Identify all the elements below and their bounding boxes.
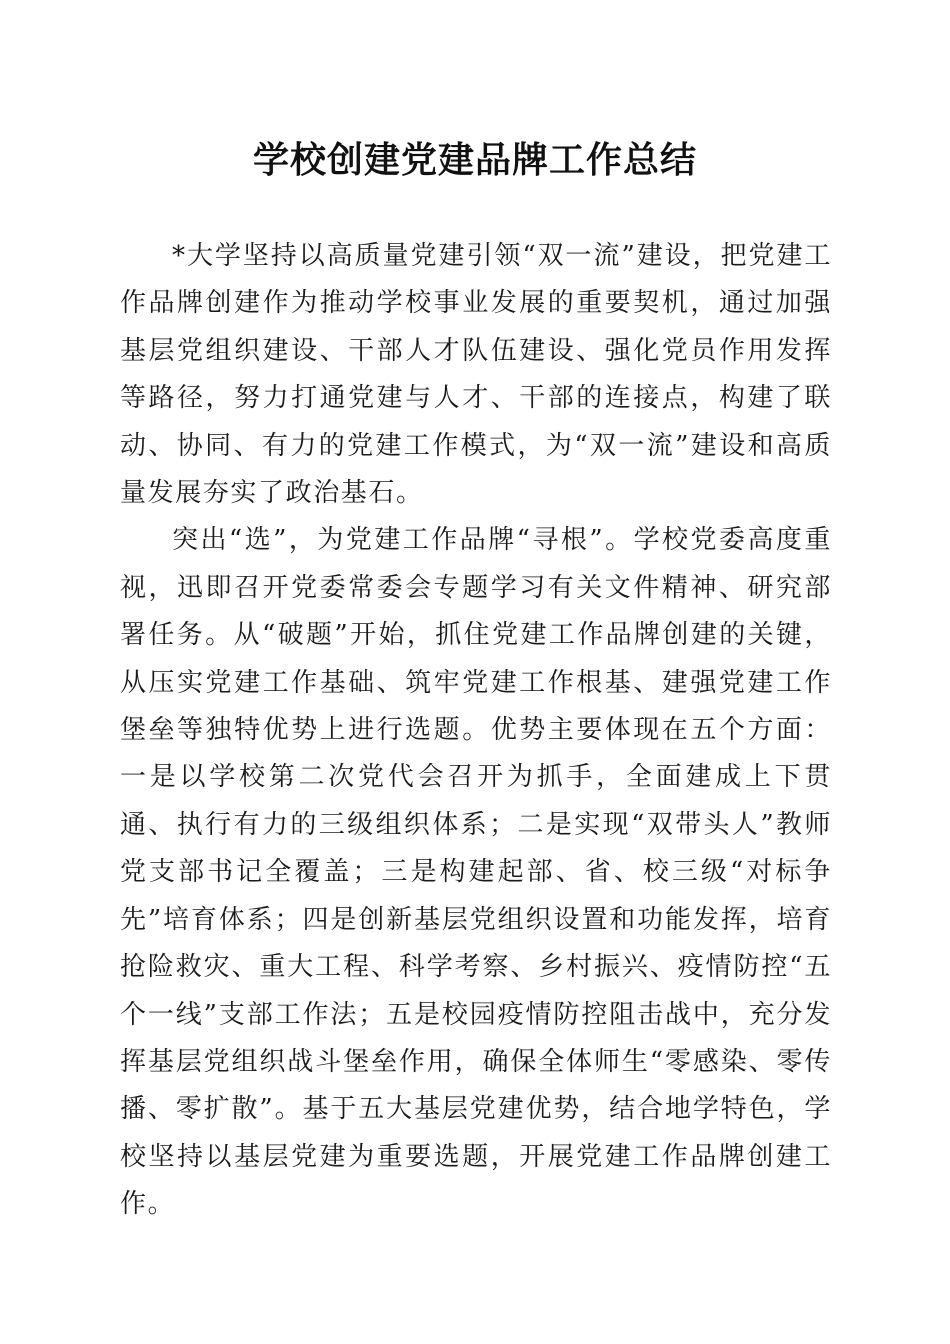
document-body — [120, 233, 832, 1229]
paragraph-intro: *大学坚持以高质量党建引领“双一流”建设，把党建工作品牌创建作为推动学校事业发展的重要契机，通过加强基层党组织建设、干部人才队伍建设、强化党员作用发挥等路径，努力打通党建与人才、干部的连接点，构建了联动、协同、有力的党建工作模式，为“双一流”建设和高质量发展夯实了政治基石。 — [120, 241, 832, 509]
paragraph-selection: 突出“选”，为党建工作品牌“寻根”。学校党委高度重视，迅即召开党委常委会专题学习有关文件精神、研究部署任务。从“破题”开始，抓住党建工作品牌创建的关键，从压实党建工作基础、筑牢党建工作根基、建强党建工作堡垒等独特优势上进行选题。优势主要体现在五个方面：一是以学校第二次党代会召开为抓手，全面建成上下贯通、执行有力的三级组织体系；二是实现“双带头人”教师党支部书记全覆盖；三是构建起部、省、校三级“对标争先”培育体系；四是创新基层党组织设置和功能发挥，培育抢险救灾、重大工程、科学考察、乡村振兴、疫情防控“五个一线”支部工作法；五是校园疫情防控阻击战中，充分发挥基层党组织战斗堡垒作用，确保全体师生“零感染、零传播、零扩散”。基于五大基层党建优势，结合地学特色，学校坚持以基层党建为重要选题，开展党建工作品牌创建工作。 — [120, 525, 832, 1220]
document-title: 学校创建党建品牌工作总结 — [252, 139, 697, 181]
